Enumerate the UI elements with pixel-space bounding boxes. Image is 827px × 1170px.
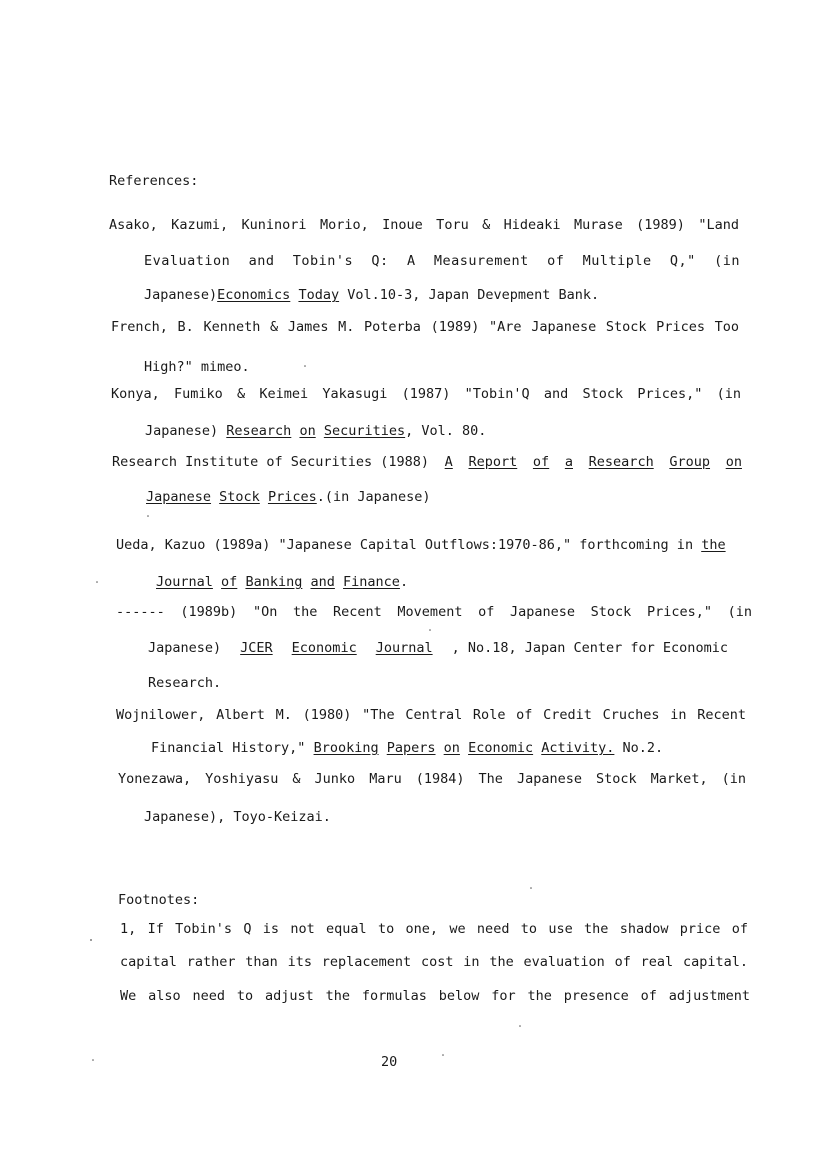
journal-title-word: Securities [323,423,406,439]
journal-title-word: Brooking [313,740,379,756]
ref-french-line1: French, B. Kenneth & James M. Poterba (1989) "Are Japanese Stock Prices Too [111,319,739,335]
ref-ueda-b-line2: Japanese) JCER Economic Journal , No.18, Japan Center for Economic [148,640,728,656]
book-title-word: a [564,454,573,470]
journal-title-word: Papers [386,740,436,756]
journal-title-word: on [299,423,316,439]
ref-asako-line2: Evaluation and Tobin's Q: A Measurement of Multiple Q," (in [144,253,740,269]
book-title-word: Report [468,454,518,470]
journal-title-word: of [221,574,238,590]
book-title-word: Japanese [146,489,212,505]
ref-yonezawa-line2: Japanese), Toyo-Keizai. [144,809,331,825]
journal-title-word: Journal [375,640,433,656]
book-title-word: Group [669,454,711,470]
book-title-word: Prices [267,489,317,505]
ref-wojnilower-line2: Financial History," Brooking Papers on Economic Activity. No.2. [151,740,664,756]
ref-wojnilower-line1: Wojnilower, Albert M. (1980) "The Central Role of Credit Cruches in Recent [116,707,746,723]
journal-title-word: Economics [217,287,291,303]
ref-asako-line3: Japanese)Economics Today Vol.10-3, Japan Devepment Bank. [144,287,600,303]
ref-ueda-b-line3: Research. [148,675,222,691]
journal-title-word: Finance [343,574,400,590]
journal-title-word: Economic [291,640,357,656]
ref-rise-line2: Japanese Stock Prices.(in Japanese) [146,489,431,505]
journal-title-word: Banking [245,574,303,590]
footnote-line: capital rather than its replacement cost in the evaluation of real capital. [120,954,748,970]
ref-ueda-a-line2: Journal of Banking and Finance. [156,574,409,590]
book-title-word: of [532,454,550,470]
journal-title-word: Journal [156,574,213,590]
book-title-word: on [725,454,742,470]
journal-title-word: the [701,537,726,553]
book-title-word: Stock [219,489,260,505]
footnote-line: We also need to adjust the formulas below for the presence of adjustment [120,988,750,1004]
ref-french-line2: High?" mimeo. [144,359,250,375]
ref-rise-line1: Research Institute of Securities (1988) A Report of a Research Group on [112,454,742,470]
page-number: 20 [381,1054,398,1070]
journal-title-word: on [443,740,460,756]
ref-konya-line2: Japanese) Research on Securities, Vol. 80. [145,423,487,439]
ref-konya-line1: Konya, Fumiko & Keimei Yakasugi (1987) "Tobin'Q and Stock Prices," (in [111,386,741,402]
journal-title-word: JCER [240,640,273,656]
book-title-word: Research [588,454,654,470]
ref-ueda-b-line1: ------ (1989b) "On the Recent Movement of Japanese Stock Prices," (in [116,604,752,620]
ref-ueda-a-line1: Ueda, Kazuo (1989a) "Japanese Capital Outflows:1970-86," forthcoming in the [116,537,726,553]
ref-yonezawa-line1: Yonezawa, Yoshiyasu & Junko Maru (1984) The Japanese Stock Market, (in [118,771,746,787]
footnotes-heading: Footnotes: [118,892,200,908]
journal-title-word: Research [226,423,292,439]
book-title-word: A [444,454,453,470]
journal-title-word: Activity. [541,740,615,756]
journal-title-word: Today [298,287,340,303]
ref-asako-line1: Asako, Kazumi, Kuninori Morio, Inoue Toru & Hideaki Murase (1989) "Land [109,217,739,233]
references-heading: References: [109,173,199,189]
journal-title-word: and [310,574,335,590]
journal-title-word: Economic [468,740,534,756]
footnote-line: 1, If Tobin's Q is not equal to one, we need to use the shadow price of [120,921,748,937]
